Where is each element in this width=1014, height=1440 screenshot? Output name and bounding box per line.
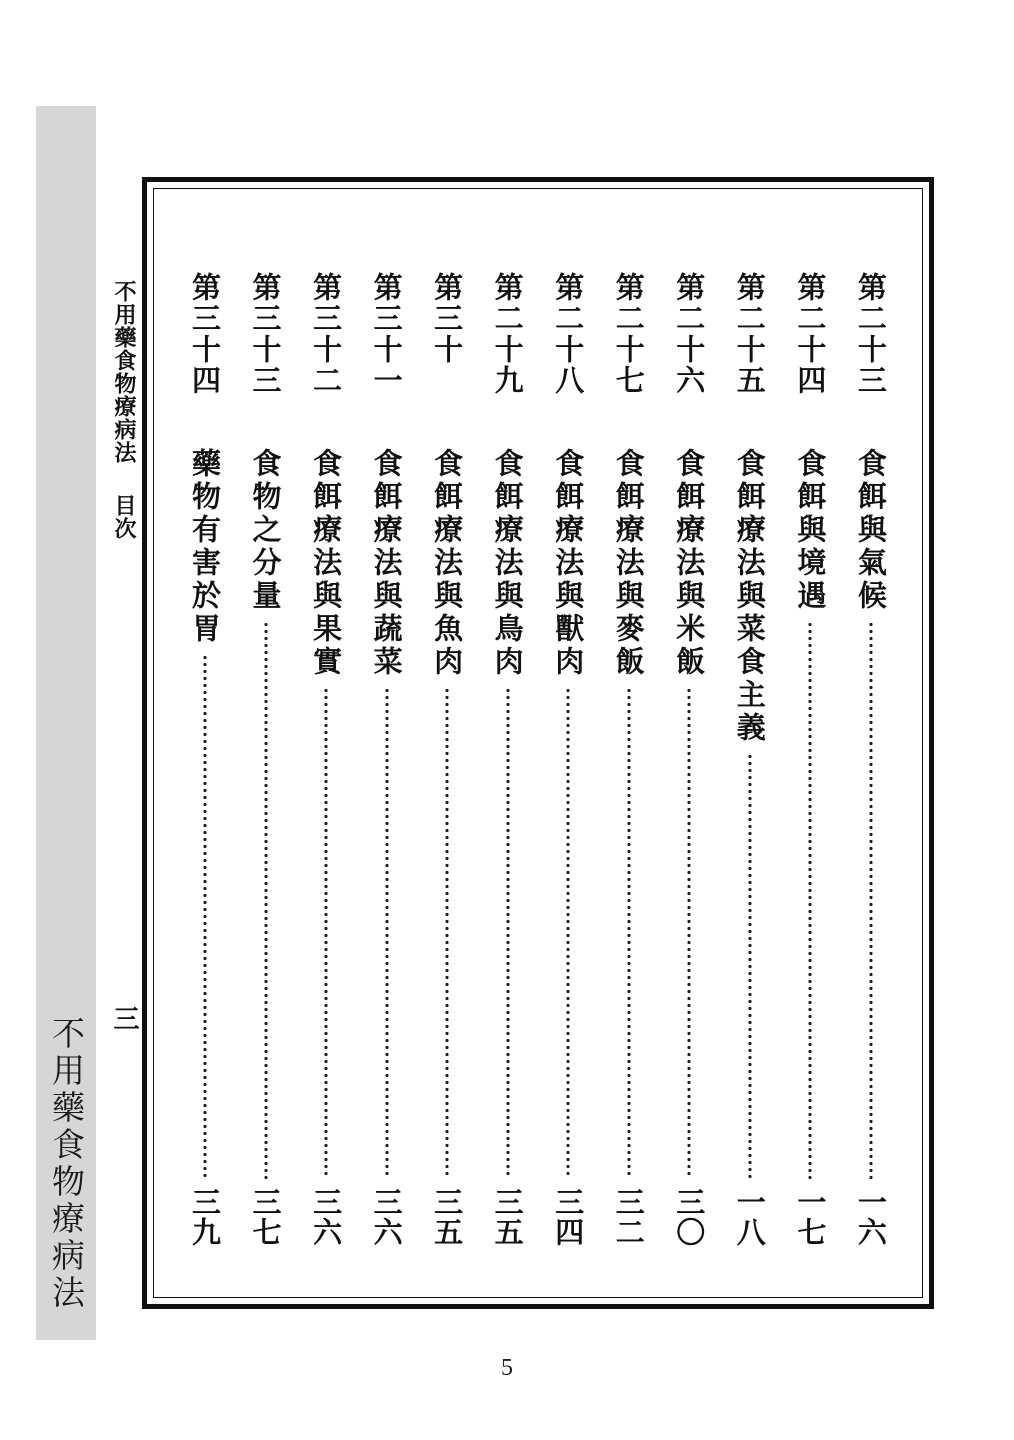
dot-leader — [732, 753, 768, 1179]
toc-page: 三五 — [430, 1187, 465, 1247]
toc-entry[interactable] — [248, 272, 284, 1282]
toc-chapter: 第三十一 — [369, 272, 404, 396]
dot-leader — [853, 621, 889, 1179]
page-number: 5 — [501, 1355, 513, 1381]
toc-title: 藥物有害於胃 — [188, 448, 222, 646]
toc-page: 三六 — [309, 1187, 344, 1247]
side-book-title: 不用藥食物療病法 — [47, 1016, 86, 1312]
toc-title: 食餌療法與米飯 — [672, 448, 707, 679]
toc-entry[interactable] — [369, 272, 405, 1282]
toc-page: 三五 — [490, 1187, 525, 1247]
toc-entry[interactable] — [853, 272, 889, 1282]
dot-leader — [550, 687, 586, 1179]
toc-title: 食餌療法與菜食主義 — [732, 448, 767, 745]
toc-title: 食餌與氣候 — [853, 448, 888, 613]
toc-title: 食餌療法與魚肉 — [430, 448, 465, 679]
dot-leader — [187, 654, 223, 1179]
toc-page: 三九 — [188, 1187, 222, 1247]
toc-page: 三〇 — [672, 1187, 707, 1247]
running-head — [104, 280, 144, 540]
toc-entry[interactable] — [429, 272, 465, 1282]
running-head-section: 目次 — [111, 494, 137, 540]
dot-leader — [308, 687, 344, 1179]
toc-page: 三六 — [369, 1187, 404, 1247]
toc-chapter: 第二十六 — [672, 272, 707, 396]
toc-chapter: 第二十五 — [732, 272, 767, 396]
toc-page: 三二 — [611, 1187, 646, 1247]
toc-page: 三四 — [551, 1187, 586, 1247]
dot-leader — [248, 621, 284, 1179]
toc-chapter: 第二十三 — [853, 272, 888, 396]
toc-chapter: 第三十二 — [309, 272, 344, 396]
toc-chapter: 第二十八 — [551, 272, 586, 396]
toc-chapter: 第二十七 — [611, 272, 646, 396]
dot-leader — [611, 687, 647, 1179]
toc-entry[interactable] — [187, 272, 223, 1282]
toc-entry[interactable] — [671, 272, 707, 1282]
toc-entry[interactable] — [550, 272, 586, 1282]
toc-title: 食物之分量 — [248, 448, 283, 613]
toc-chapter: 第三十三 — [248, 272, 283, 396]
dot-leader — [792, 621, 828, 1179]
dot-leader — [429, 687, 465, 1179]
toc-chapter: 第二十九 — [490, 272, 525, 396]
toc-title: 食餌療法與麥飯 — [611, 448, 646, 679]
toc-entry[interactable] — [308, 272, 344, 1282]
toc-title: 食餌與境遇 — [793, 448, 828, 613]
toc-chapter: 第二十四 — [793, 272, 828, 396]
toc-entry[interactable] — [490, 272, 526, 1282]
toc-entry[interactable] — [732, 272, 768, 1282]
toc-page: 三七 — [248, 1187, 283, 1247]
running-head-title: 不用藥食物療病法 — [111, 280, 137, 464]
toc-entry[interactable] — [611, 272, 647, 1282]
dot-leader — [369, 687, 405, 1179]
toc-title: 食餌療法與獸肉 — [551, 448, 586, 679]
toc-chapter: 第三十四 — [188, 272, 222, 396]
side-band — [36, 106, 96, 1340]
toc-page: 一八 — [732, 1187, 767, 1247]
toc-title: 食餌療法與鳥肉 — [490, 448, 525, 679]
toc-entry[interactable] — [792, 272, 828, 1282]
folio-number: 三 — [109, 1005, 139, 1031]
dot-leader — [490, 687, 526, 1179]
toc-title: 食餌療法與蔬菜 — [369, 448, 404, 679]
toc-page: 一七 — [793, 1187, 828, 1247]
toc-chapter: 第三十 — [430, 272, 465, 365]
toc-page: 一六 — [853, 1187, 888, 1247]
toc-title: 食餌療法與果實 — [309, 448, 344, 679]
page-frame — [142, 177, 934, 1309]
table-of-contents — [187, 272, 889, 1282]
dot-leader — [671, 687, 707, 1179]
